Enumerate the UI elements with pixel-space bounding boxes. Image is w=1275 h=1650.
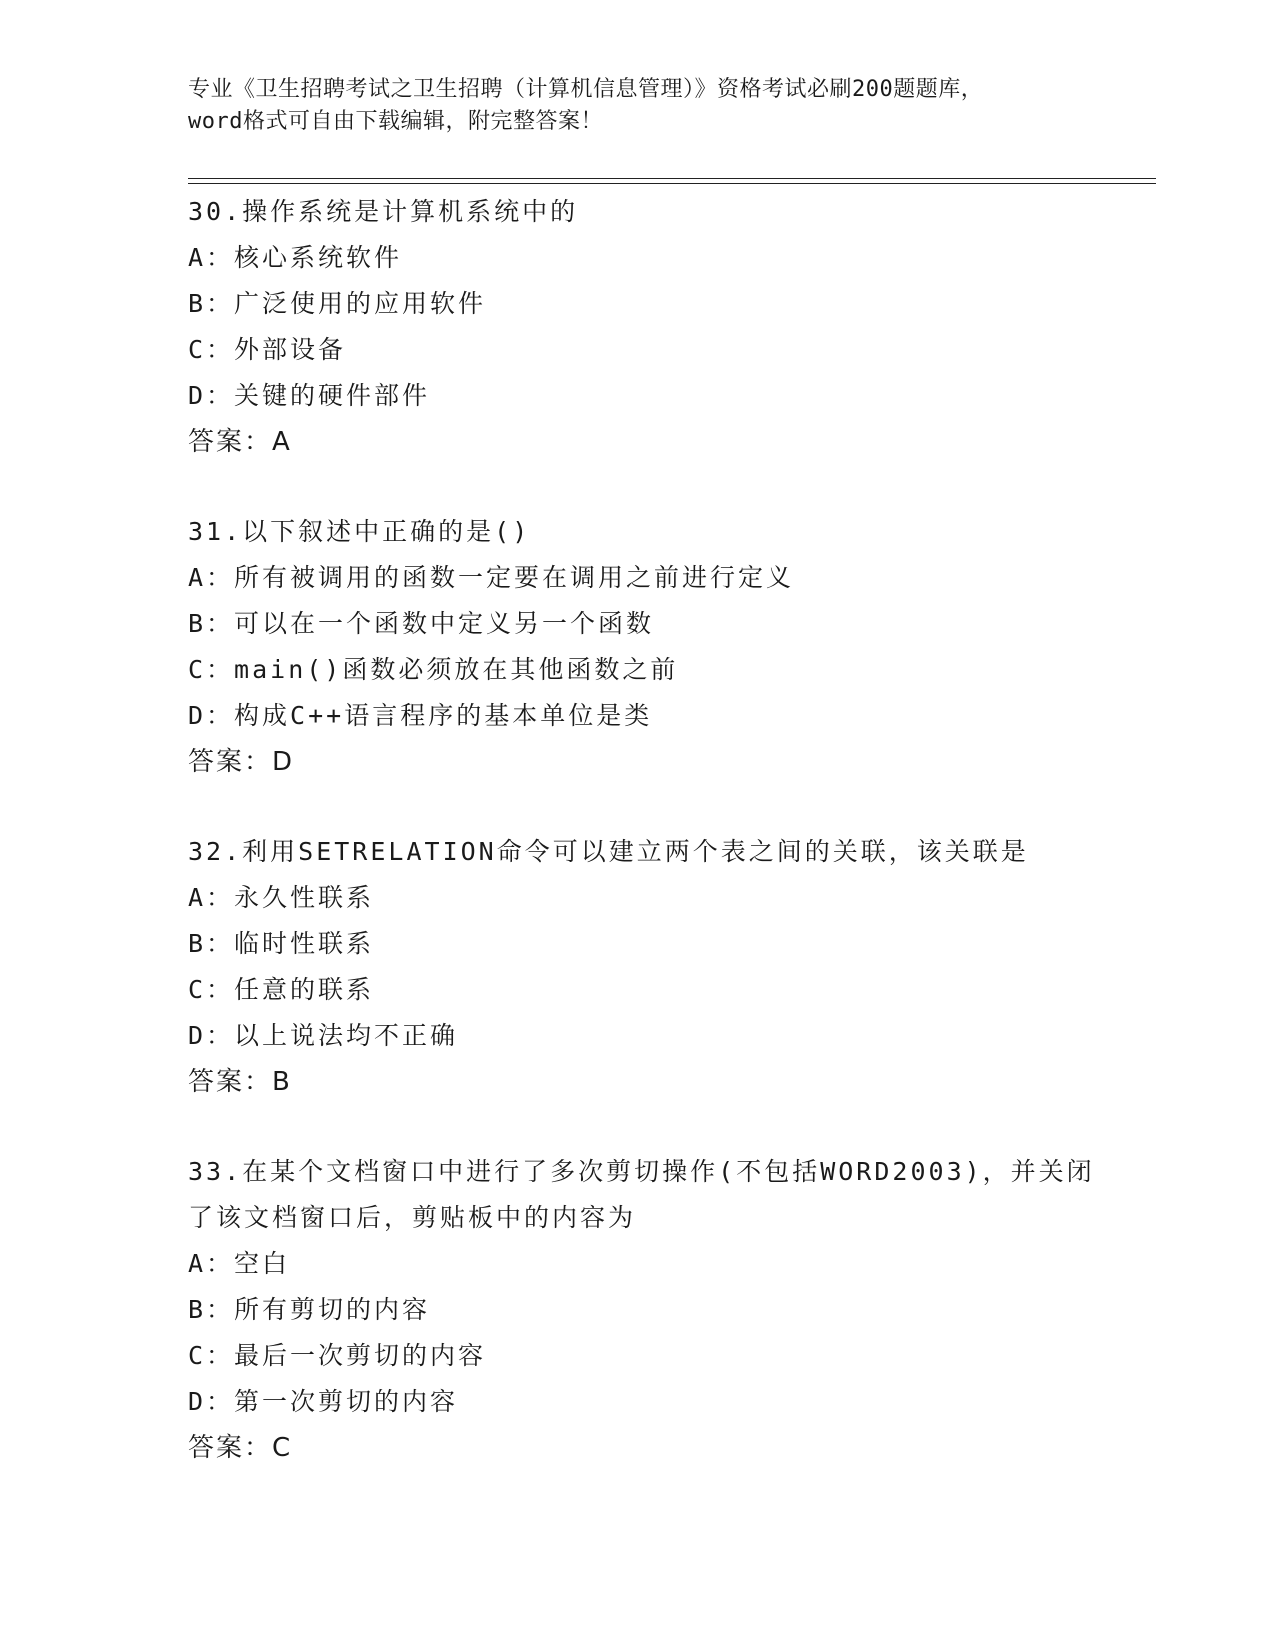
option-d: D：构成C++语言程序的基本单位是类 <box>188 701 653 730</box>
answer-label: 答案：C <box>188 1433 293 1463</box>
option-c: C：外部设备 <box>188 335 347 364</box>
answer-label: 答案：B <box>188 1067 292 1097</box>
question-stem: 32.利用SETRELATION命令可以建立两个表之间的关联，该关联是 <box>188 837 1029 866</box>
option-c: C：最后一次剪切的内容 <box>188 1341 487 1370</box>
option-d: D：关键的硬件部件 <box>188 381 431 410</box>
option-c: C：任意的联系 <box>188 975 375 1004</box>
option-b: B：广泛使用的应用软件 <box>188 289 487 318</box>
document-header <box>188 74 1088 138</box>
question-stem: 33.在某个文档窗口中进行了多次剪切操作(不包括WORD2003)，并关闭了该文档窗口后，剪贴板中的内容为 <box>188 1157 1095 1232</box>
answer-label: 答案：A <box>188 427 292 457</box>
question-block <box>188 509 1108 785</box>
question-block <box>188 189 1108 465</box>
answer-label: 答案：D <box>188 747 295 777</box>
option-a: A：空白 <box>188 1249 291 1278</box>
question-stem: 30.操作系统是计算机系统中的 <box>188 197 579 226</box>
header-title-line-1: 专业《卫生招聘考试之卫生招聘（计算机信息管理）》资格考试必刷200题题库， <box>188 77 984 102</box>
header-divider-bottom <box>188 183 1156 184</box>
option-b: B：可以在一个函数中定义另一个函数 <box>188 609 655 638</box>
option-a: A：所有被调用的函数一定要在调用之前进行定义 <box>188 563 795 592</box>
option-c: C：main()函数必须放在其他函数之前 <box>188 655 679 684</box>
option-d: D：第一次剪切的内容 <box>188 1387 459 1416</box>
option-b: B：所有剪切的内容 <box>188 1295 431 1324</box>
option-d: D：以上说法均不正确 <box>188 1021 459 1050</box>
question-block <box>188 1149 1108 1471</box>
question-block <box>188 829 1108 1105</box>
option-a: A：核心系统软件 <box>188 243 403 272</box>
question-stem: 31.以下叙述中正确的是() <box>188 517 531 546</box>
option-a: A：永久性联系 <box>188 883 375 912</box>
header-divider-top <box>188 178 1156 179</box>
header-title-line-2: word格式可自由下载编辑，附完整答案！ <box>188 109 603 134</box>
option-b: B：临时性联系 <box>188 929 375 958</box>
